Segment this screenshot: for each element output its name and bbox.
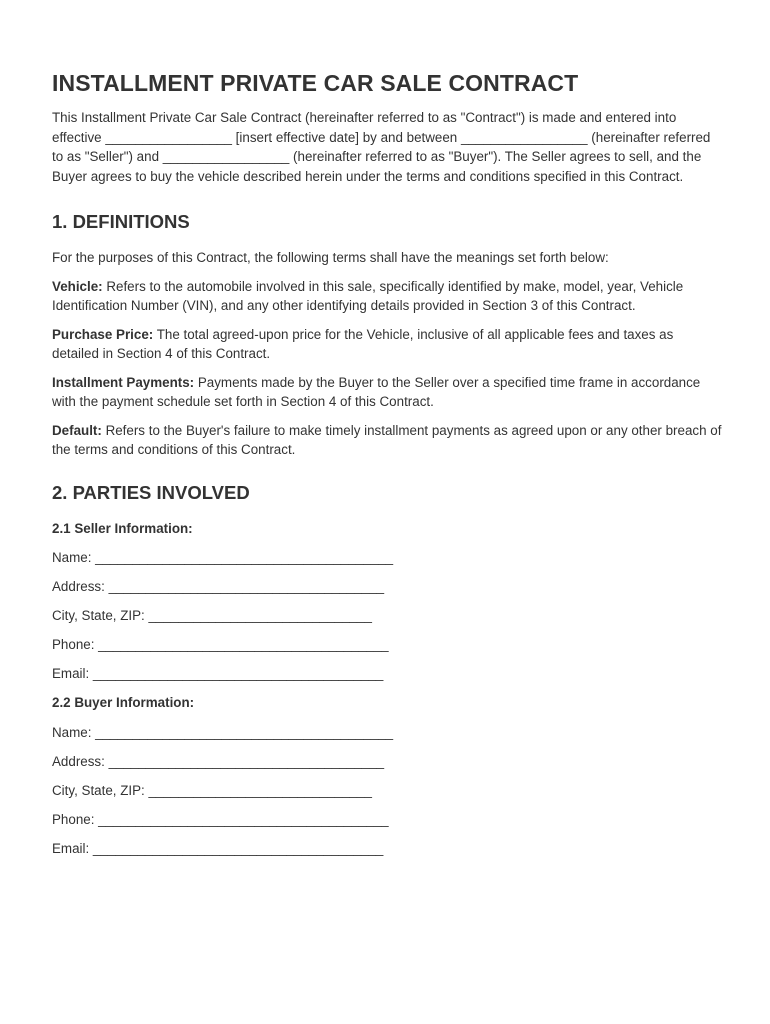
buyer-name-field[interactable]: Name: ________________________________________: [52, 724, 394, 740]
buyer-info-heading: 2.2 Buyer Information:: [52, 695, 195, 710]
definition-term: Installment Payments:: [52, 374, 195, 390]
seller-city-state-zip-field[interactable]: City, State, ZIP: ______________________________: [52, 608, 372, 623]
definition-term: Vehicle:: [52, 278, 103, 294]
buyer-email-field[interactable]: Email: _______________________________________: [52, 840, 384, 856]
definitions-list: [52, 277, 722, 460]
buyer-fields: [52, 723, 722, 859]
seller-address-field[interactable]: Address: _____________________________________: [52, 579, 385, 594]
definition-text: Payments made by the Buyer to the Seller over a specified time frame in accordance with the payment schedule set forth in Section 4 of this Contract.: [52, 374, 701, 409]
definition-text: Refers to the Buyer's failure to make timely installment payments as agreed upon or any other breach of the terms and conditions of this Contract.: [52, 422, 722, 457]
section-heading-parties: 2. PARTIES INVOLVED: [52, 481, 250, 503]
definitions-lead: For the purposes of this Contract, the following terms shall have the meanings set forth below:: [52, 250, 609, 265]
seller-name-field[interactable]: Name: ________________________________________: [52, 550, 394, 565]
contract-page: [52, 70, 722, 868]
seller-phone-field[interactable]: Phone: _______________________________________: [52, 637, 389, 652]
definition-text: Refers to the automobile involved in this sale, specifically identified by make, model, year, Vehicle Identification Number (VIN), and any other identifying details provided in Section 3 of this Contract.: [52, 278, 684, 313]
buyer-city-state-zip-field[interactable]: City, State, ZIP: ______________________________: [52, 782, 372, 798]
definition-purchase-price: [52, 325, 722, 364]
intro-paragraph: This Installment Private Car Sale Contract (hereinafter referred to as "Contract") is made and entered into effective _________________ [insert effective date] by and between _________________ (hereinafter referred to as "Seller") and _________________ (hereinafter referred to as "Buyer"). The Seller agrees to sell, and the Buyer agrees to buy the vehicle described herein under the terms and conditions specified in this Contract.: [52, 110, 711, 184]
document-title: INSTALLMENT PRIVATE CAR SALE CONTRACT: [52, 70, 579, 96]
definition-term: Default:: [52, 422, 102, 438]
buyer-phone-field[interactable]: Phone: _______________________________________: [52, 811, 389, 827]
seller-info-heading: 2.1 Seller Information:: [52, 520, 193, 536]
seller-fields: [52, 548, 722, 684]
definition-default: [52, 421, 722, 460]
definition-installment-payments: [52, 373, 722, 412]
definition-text: The total agreed-upon price for the Vehicle, inclusive of all applicable fees and taxes as detailed in Section 4 of this Contract.: [52, 326, 674, 361]
section-heading-definitions: 1. DEFINITIONS: [52, 211, 190, 232]
buyer-address-field[interactable]: Address: _____________________________________: [52, 753, 385, 769]
definition-term: Purchase Price:: [52, 326, 154, 342]
seller-email-field[interactable]: Email: _______________________________________: [52, 666, 384, 681]
definition-vehicle: [52, 277, 722, 316]
